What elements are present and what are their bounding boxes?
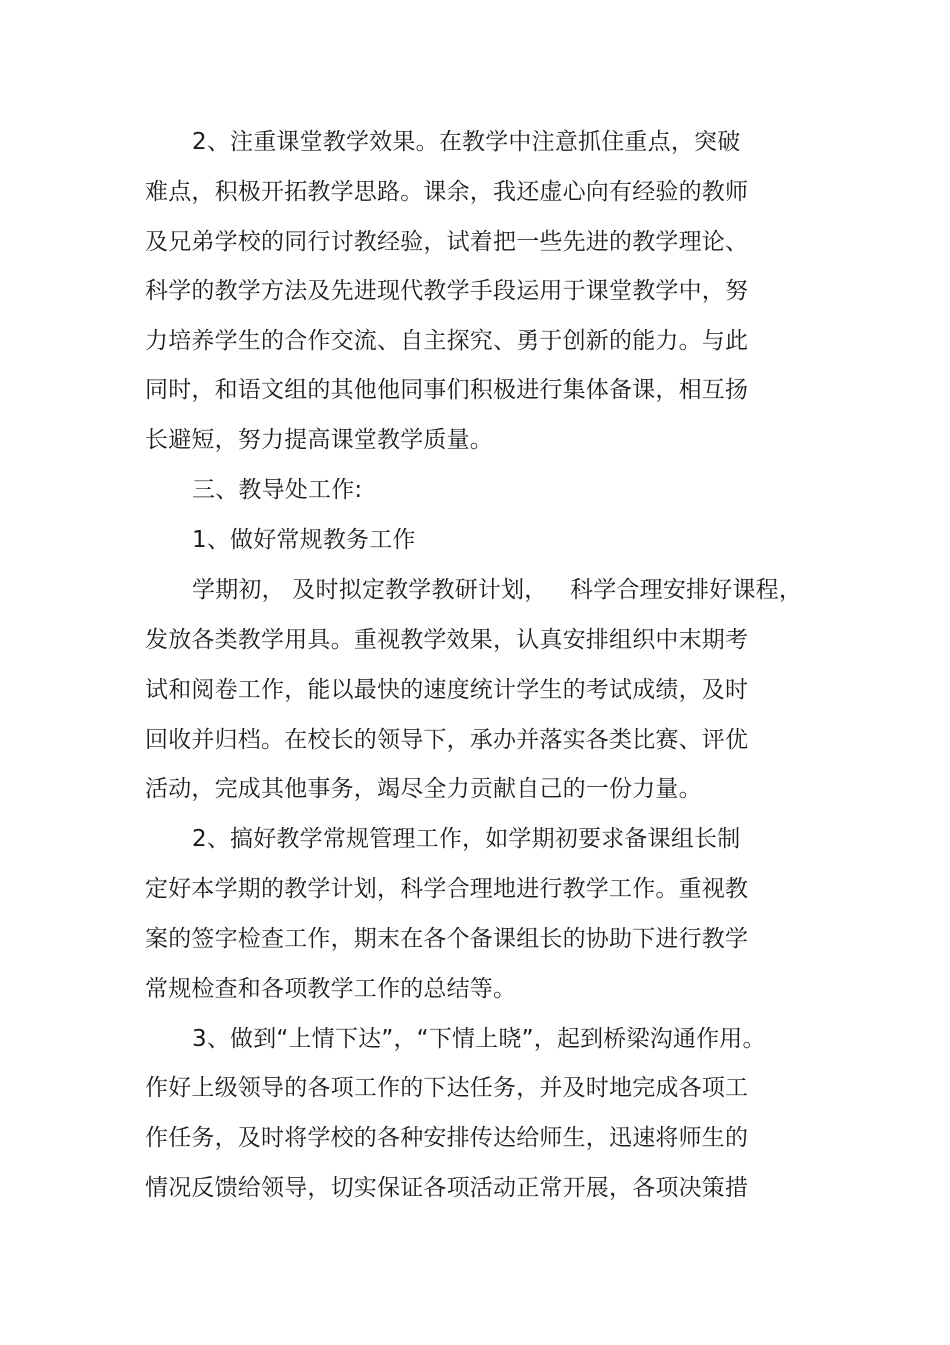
text-line: 活动，完成其他事务，竭尽全力贡献自己的一份力量。 [145,776,702,802]
text-line: 及兄弟学校的同行讨教经验，试着把一些先进的教学理论、 [145,229,749,255]
text-line: 案的签字检查工作，期末在各个备课组长的协助下进行教学 [145,926,749,952]
text-line: 力培养学生的合作交流、自主探究、勇于创新的能力。与此 [145,328,749,354]
text-line: 作任务，及时将学校的各种安排传达给师生，迅速将师生的 [145,1125,749,1151]
subsection-heading: 1、做好常规教务工作 [192,527,416,553]
text-line: 科学的教学方法及先进现代教学手段运用于课堂教学中，努 [145,278,749,304]
section-heading: 三、教导处工作: [192,477,363,503]
text-line: 作好上级领导的各项工作的下达任务，并及时地完成各项工 [145,1075,749,1101]
text-line: 难点，积极开拓教学思路。课余，我还虚心向有经验的教师 [145,179,749,205]
text-line: 学期初， 及时拟定教学教研计划， 科学合理安排好课程， [192,577,803,603]
text-line: 发放各类教学用具。重视教学效果，认真安排组织中末期考 [145,627,749,653]
text-line: 同时，和语文组的其他他同事们积极进行集体备课，相互扬 [145,377,749,403]
text-line: 回收并归档。在校长的领导下，承办并落实各类比赛、评优 [145,727,749,753]
text-line: 试和阅卷工作，能以最快的速度统计学生的考试成绩，及时 [145,677,749,703]
text-line: 3、做到“上情下达”，“下情上晓”，起到桥梁沟通作用。 [192,1026,766,1052]
text-line: 2、注重课堂教学效果。在教学中注意抓住重点，突破 [192,129,741,155]
text-line: 长避短，努力提高课堂教学质量。 [145,427,493,453]
text-line: 2、搞好教学常规管理工作，如学期初要求备课组长制 [192,826,741,852]
text-line: 情况反馈给领导，切实保证各项活动正常开展，各项决策措 [145,1175,749,1201]
text-line: 定好本学期的教学计划，科学合理地进行教学工作。重视教 [145,876,749,902]
text-line: 常规检查和各项教学工作的总结等。 [145,976,517,1002]
